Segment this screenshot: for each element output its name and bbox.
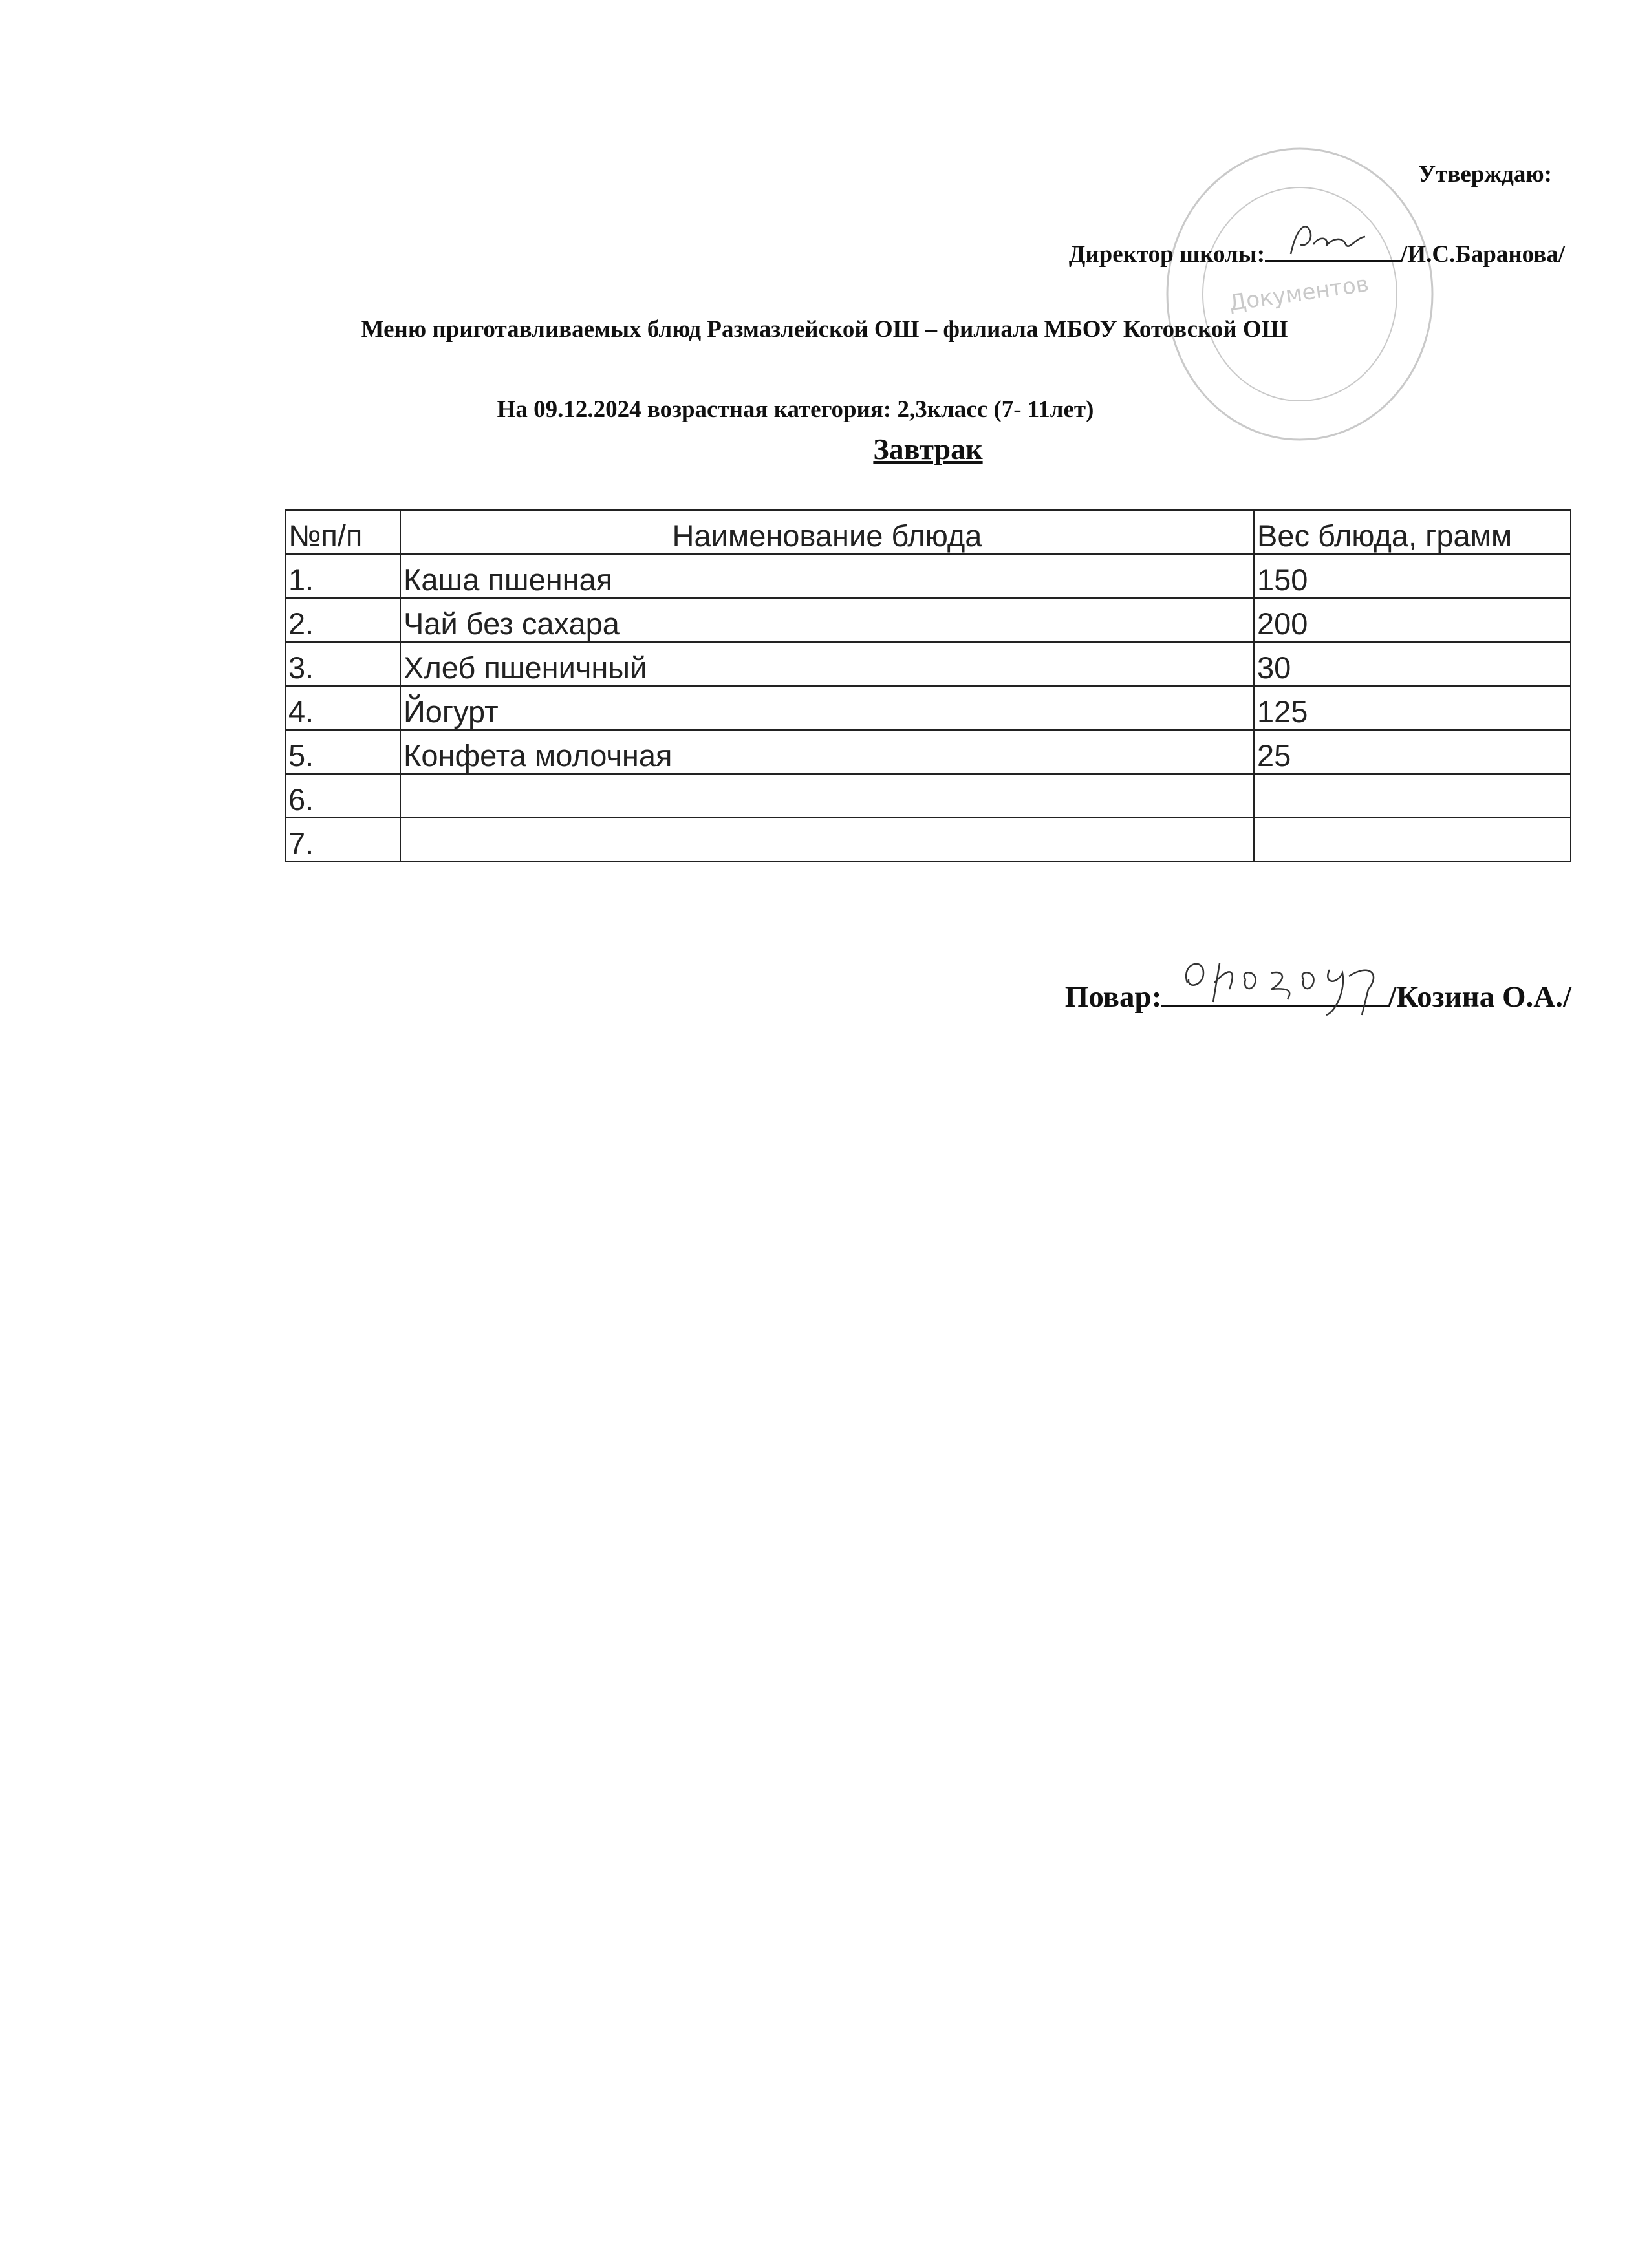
row-number: 6. [285, 774, 400, 818]
menu-table [285, 509, 1571, 862]
row-weight: 25 [1254, 730, 1571, 774]
row-weight: 150 [1254, 554, 1571, 598]
row-dish-name: Каша пшенная [400, 554, 1254, 598]
row-number: 1. [285, 554, 400, 598]
row-weight [1254, 818, 1571, 862]
table-row [285, 774, 1571, 818]
document-title: Меню приготавливаемых блюд Размазлейской ОШ – филиала МБОУ Котовской ОШ [361, 316, 1288, 343]
meal-heading: Завтрак [873, 433, 983, 465]
table-row [285, 554, 1571, 598]
table-row [285, 818, 1571, 862]
stamp-text: Документов [1227, 271, 1371, 317]
row-weight [1254, 774, 1571, 818]
table-row [285, 730, 1571, 774]
row-number: 3. [285, 642, 400, 686]
row-dish-name: Хлеб пшеничный [400, 642, 1254, 686]
row-weight: 30 [1254, 642, 1571, 686]
cook-line [1065, 976, 1571, 1014]
director-label: Директор школы: [1068, 241, 1266, 268]
cook-label: Повар: [1064, 980, 1162, 1014]
row-dish-name: Чай без сахара [400, 598, 1254, 642]
table-header-row [285, 510, 1571, 554]
row-dish-name: Конфета молочная [400, 730, 1254, 774]
director-signature-line [1265, 238, 1401, 262]
director-name: /И.С.Баранова/ [1401, 241, 1565, 268]
cook-signature [1174, 950, 1394, 1022]
header-weight: Вес блюда, грамм [1254, 510, 1571, 554]
table-row [285, 598, 1571, 642]
row-number: 5. [285, 730, 400, 774]
row-number: 2. [285, 598, 400, 642]
header-number: №п/п [285, 510, 400, 554]
row-dish-name: Йогурт [400, 686, 1254, 730]
document-subtitle: На 09.12.2024 возрастная категория: 2,3класс (7- 11лет) [497, 396, 1094, 423]
row-dish-name [400, 774, 1254, 818]
row-weight: 200 [1254, 598, 1571, 642]
approval-label: Утверждаю: [1418, 161, 1552, 187]
header-dish-name: Наименование блюда [400, 510, 1254, 554]
row-weight: 125 [1254, 686, 1571, 730]
table-row [285, 686, 1571, 730]
cook-name: /Козина О.А./ [1388, 980, 1571, 1014]
row-number: 7. [285, 818, 400, 862]
director-line [1069, 238, 1565, 268]
row-dish-name [400, 818, 1254, 862]
director-signature [1284, 219, 1381, 264]
cook-signature-line [1161, 976, 1388, 1007]
table-row [285, 642, 1571, 686]
row-number: 4. [285, 686, 400, 730]
